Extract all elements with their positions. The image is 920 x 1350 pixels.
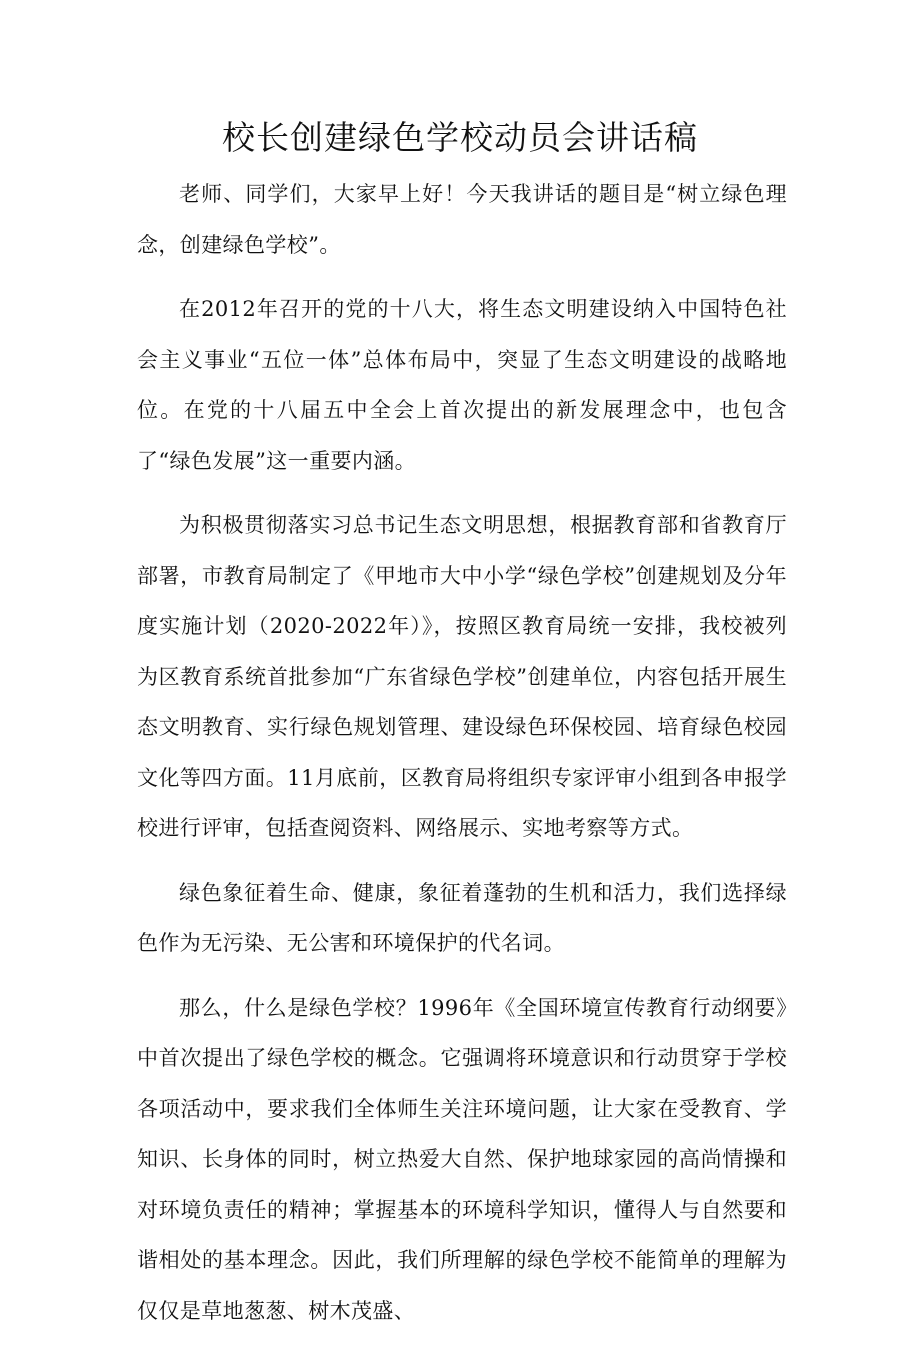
paragraph-background: 在2012年召开的党的十八大，将生态文明建设纳入中国特色社会主义事业“五位一体”总体布局中，突显了生态文明建设的战略地位。在党的十八届五中全会上首次提出的新发展理念中，也包含了“绿色发展”这一重要内涵。 [137, 297, 787, 473]
paragraph-definition: 那么，什么是绿色学校？1996年《全国环境宣传教育行动纲要》中首次提出了绿色学校的概念。它强调将环境意识和行动贯穿于学校各项活动中，要求我们全体师生关注环境问题，让大家在受教育、学知识、长身体的同时，树立热爱大自然、保护地球家园的高尚情操和对环境负责任的精神；掌握基本的环境科学知识，懂得人与自然要和谐相处的基本理念。因此，我们所理解的绿色学校不能简单的理解为仅仅是草地葱葱、树木茂盛、 [137, 995, 787, 1323]
paragraph-greeting: 老师、同学们，大家早上好！今天我讲话的题目是“树立绿色理念，创建绿色学校”。 [137, 182, 787, 257]
document-title: 校长创建绿色学校动员会讲话稿 [222, 118, 698, 157]
paragraph-green-symbol: 绿色象征着生命、健康，象征着蓬勃的生机和活力，我们选择绿色作为无污染、无公害和环境保护的代名词。 [137, 880, 787, 955]
paragraph-plan: 为积极贯彻落实习总书记生态文明思想，根据教育部和省教育厅部署，市教育局制定了《甲地市大中小学“绿色学校”创建规划及分年度实施计划（2020-2022年）》，按照区教育局统一安排，我校被列为区教育系统首批参加“广东省绿色学校”创建单位，内容包括开展生态文明教育、实行绿色规划管理、建设绿色环保校园、培育绿色校园文化等四方面。11月底前，区教育局将组织专家评审小组到各申报学校进行评审，包括查阅资料、网络展示、实地考察等方式。 [137, 513, 787, 840]
document-body [137, 169, 787, 1350]
